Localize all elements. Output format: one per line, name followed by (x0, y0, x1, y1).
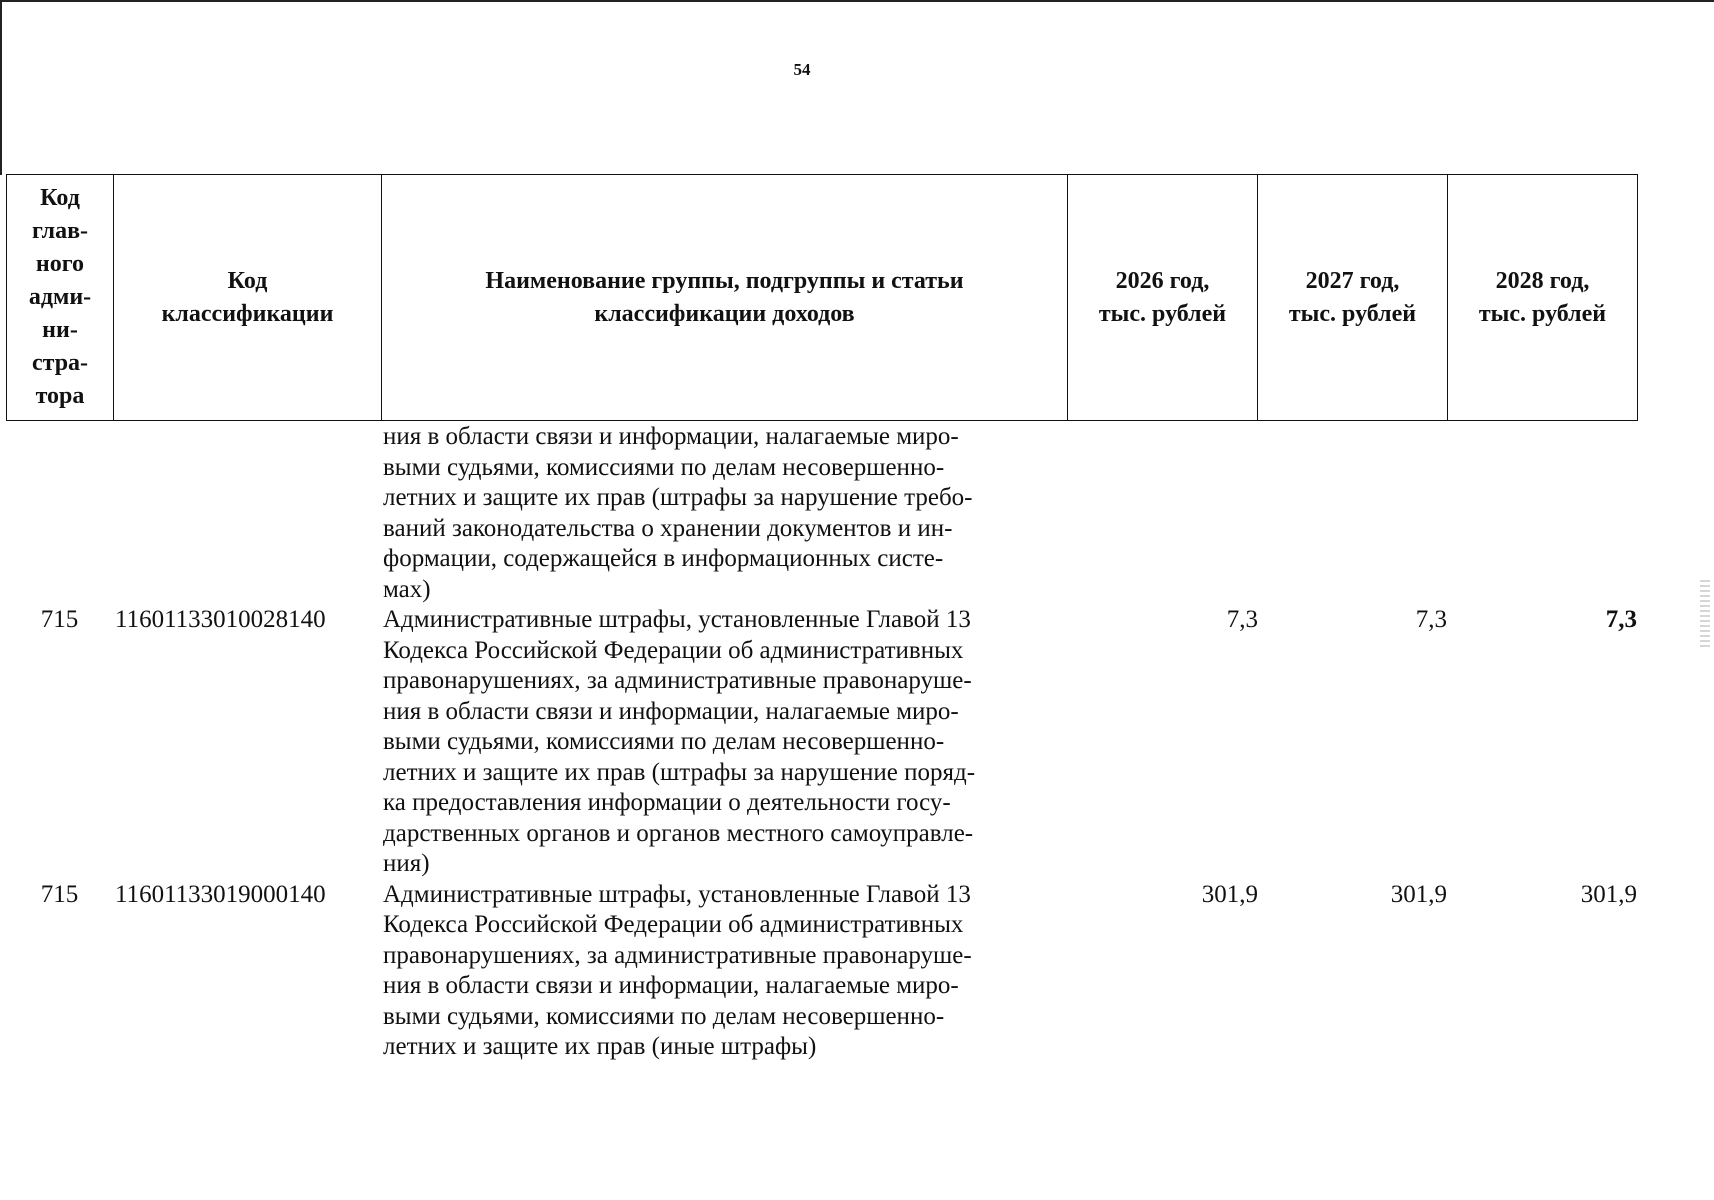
header-2026: 2026 год, тыс. рублей (1068, 175, 1258, 421)
table-row (6, 605, 1637, 880)
page-top-rule (0, 0, 1714, 2)
continuation-row (6, 422, 1637, 605)
header-admin-code: Код глав- ного адми- ни- стра- тора (7, 175, 114, 421)
income-name: Административные штрафы, установленные Главой 13 Кодекса Российской Федерации об административных правонарушениях, за административные правонаруше- ния в области связи и информации, налагаемые миро- выми судьями, комиссиями по делам несовершенно- летних и защите их прав (штрафы за нарушение поряд- ка предоставления информации о деятельности госу- дарственных органов и органов местного самоуправле- ния) (383, 606, 976, 877)
income-name: Административные штрафы, установленные Главой 13 Кодекса Российской Федерации об административных правонарушениях, за административные правонаруше- ния в области связи и информации, налагаемые миро- выми судьями, комиссиями по делам несовершенно- летних и защите их прав (иные штрафы) (383, 880, 972, 1060)
value-2028: 7,3 (1605, 606, 1637, 633)
value-2027: 7,3 (1415, 606, 1447, 633)
page-left-rule (0, 0, 2, 175)
classification-code: 11601133010028140 (115, 606, 326, 633)
continuation-name: ния в области связи и информации, налагаемые миро- выми судьями, комиссиями по делам несовершенно- летних и защите их прав (штрафы за нарушение требо- ваний законодательства о хранении документов и ин- формации, содержащейся в информационных систе- мах) (383, 423, 973, 603)
value-2027: 301,9 (1390, 880, 1447, 908)
table-row (6, 880, 1637, 1063)
classification-code: 11601133019000140 (115, 880, 326, 908)
admin-code: 715 (40, 606, 79, 633)
table-body (6, 422, 1637, 1063)
header-name: Наименование группы, подгруппы и статьи классификации доходов (382, 175, 1068, 421)
header-2027: 2027 год, тыс. рублей (1258, 175, 1448, 421)
header-class-code: Код классификации (114, 175, 382, 421)
page-number: 54 (793, 60, 811, 79)
value-2026: 7,3 (1226, 606, 1258, 633)
value-2026: 301,9 (1201, 880, 1258, 908)
admin-code: 715 (40, 880, 79, 908)
header-2028: 2028 год, тыс. рублей (1448, 175, 1638, 421)
scan-artifact (1700, 580, 1710, 650)
table-header (6, 174, 1638, 421)
value-2028: 301,9 (1580, 880, 1637, 908)
